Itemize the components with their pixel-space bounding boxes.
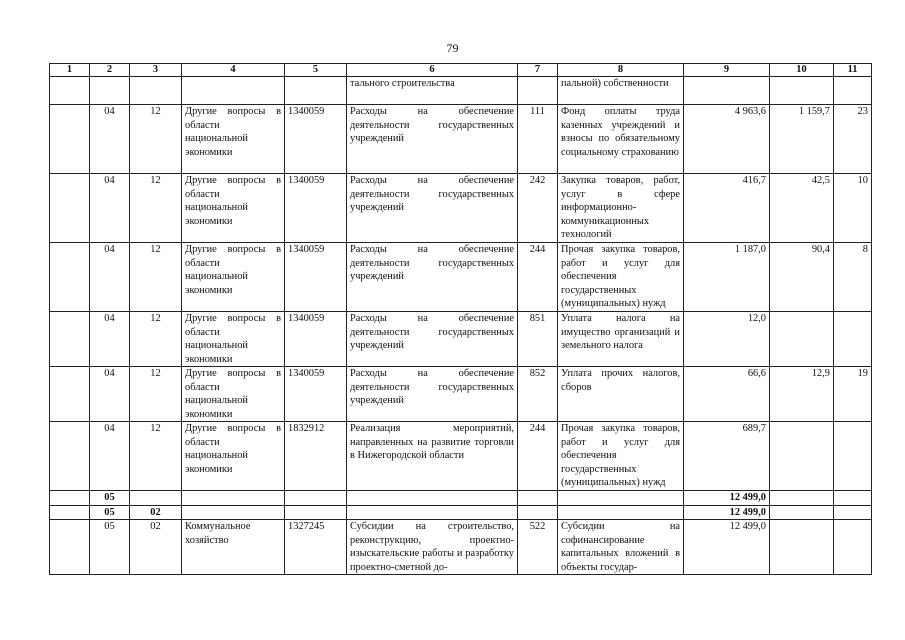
table-row bbox=[50, 312, 872, 367]
header-cell: 2 bbox=[90, 64, 130, 77]
cell-col1 bbox=[50, 520, 90, 575]
cell-subsection: 12 bbox=[130, 422, 182, 491]
header-cell: 6 bbox=[347, 64, 518, 77]
cell-expense-name: Фонд оплаты труда казенных учреждений и взносы по обязательному социальному страхованию bbox=[558, 105, 684, 174]
cell-target-code bbox=[285, 505, 347, 520]
cell-amount: 416,7 bbox=[684, 174, 770, 243]
cell-col1 bbox=[50, 243, 90, 312]
cell-col1 bbox=[50, 367, 90, 422]
cell-section-name: Другие вопросы в области национальной экономики bbox=[182, 105, 285, 174]
cell-expense-name bbox=[558, 491, 684, 506]
cell-section: 04 bbox=[90, 367, 130, 422]
cell-section-name: Другие вопросы в области национальной экономики bbox=[182, 367, 285, 422]
table-row bbox=[50, 174, 872, 243]
cell-executed: 1 159,7 bbox=[770, 105, 834, 174]
cell-subsection bbox=[130, 77, 182, 105]
cell-target-name: Расходы на обеспечение деятельности государственных учреждений bbox=[347, 367, 518, 422]
cell-percent bbox=[834, 520, 872, 575]
cell-target-name: Субсидии на строительство, реконструкцию, проектно-изыскательские работы и разработку проектно-сметной до- bbox=[347, 520, 518, 575]
cell-executed: 90,4 bbox=[770, 243, 834, 312]
cell-amount bbox=[684, 77, 770, 105]
cell-expense-type bbox=[518, 77, 558, 105]
cell-amount: 12 499,0 bbox=[684, 505, 770, 520]
cell-expense-type: 851 bbox=[518, 312, 558, 367]
cell-section bbox=[90, 77, 130, 105]
cell-subsection: 02 bbox=[130, 505, 182, 520]
cell-col1 bbox=[50, 505, 90, 520]
cell-percent: 8 bbox=[834, 243, 872, 312]
cell-target-name: Реализация мероприятий, направленных на развитие торговли в Нижегородской области bbox=[347, 422, 518, 491]
cell-section-name: Другие вопросы в области национальной экономики bbox=[182, 422, 285, 491]
header-cell: 4 bbox=[182, 64, 285, 77]
cell-section: 05 bbox=[90, 520, 130, 575]
table-row bbox=[50, 422, 872, 491]
cell-executed bbox=[770, 491, 834, 506]
header-cell: 1 bbox=[50, 64, 90, 77]
cell-col1 bbox=[50, 312, 90, 367]
cell-amount: 66,6 bbox=[684, 367, 770, 422]
cell-executed bbox=[770, 77, 834, 105]
cell-subsection: 12 bbox=[130, 105, 182, 174]
cell-expense-type: 244 bbox=[518, 422, 558, 491]
cell-target-code: 1340059 bbox=[285, 105, 347, 174]
cell-subsection: 12 bbox=[130, 243, 182, 312]
cell-expense-name: Прочая закупка товаров, работ и услуг для обеспечения государственных (муниципальных) нужд bbox=[558, 243, 684, 312]
header-row bbox=[50, 64, 872, 77]
cell-section: 04 bbox=[90, 312, 130, 367]
cell-amount: 4 963,6 bbox=[684, 105, 770, 174]
cell-target-code: 1832912 bbox=[285, 422, 347, 491]
cell-executed: 12,9 bbox=[770, 367, 834, 422]
cell-subsection bbox=[130, 491, 182, 506]
cell-col1 bbox=[50, 422, 90, 491]
cell-target-code bbox=[285, 77, 347, 105]
budget-table bbox=[49, 63, 872, 575]
cell-target-code bbox=[285, 491, 347, 506]
section-total-row bbox=[50, 491, 872, 506]
page-number: 79 bbox=[446, 41, 459, 55]
cell-expense-name: Уплата налога на имущество организаций и земельного налога bbox=[558, 312, 684, 367]
cell-target-name bbox=[347, 491, 518, 506]
cell-expense-name: пальной) собственности bbox=[558, 77, 684, 105]
cell-subsection: 12 bbox=[130, 174, 182, 243]
cell-target-code: 1327245 bbox=[285, 520, 347, 575]
cell-expense-type: 522 bbox=[518, 520, 558, 575]
cell-col1 bbox=[50, 174, 90, 243]
cell-subsection: 12 bbox=[130, 312, 182, 367]
table-row bbox=[50, 243, 872, 312]
cell-expense-name: Закупка товаров, работ, услуг в сфере информационно-коммуникационных технологий bbox=[558, 174, 684, 243]
cell-target-name: тального строительства bbox=[347, 77, 518, 105]
cell-section: 04 bbox=[90, 105, 130, 174]
cell-section-name: Другие вопросы в области национальной экономики bbox=[182, 312, 285, 367]
subsection-total-row bbox=[50, 505, 872, 520]
cell-section: 05 bbox=[90, 491, 130, 506]
cell-target-name: Расходы на обеспечение деятельности государственных учреждений bbox=[347, 312, 518, 367]
table-row bbox=[50, 367, 872, 422]
cell-target-code: 1340059 bbox=[285, 312, 347, 367]
cell-expense-type: 111 bbox=[518, 105, 558, 174]
cell-section-name: Другие вопросы в области национальной экономики bbox=[182, 243, 285, 312]
cell-percent: 23 bbox=[834, 105, 872, 174]
cell-target-name: Расходы на обеспечение деятельности государственных учреждений bbox=[347, 243, 518, 312]
cell-section-name bbox=[182, 505, 285, 520]
cell-section: 04 bbox=[90, 243, 130, 312]
header-cell: 7 bbox=[518, 64, 558, 77]
cell-col1 bbox=[50, 77, 90, 105]
cell-expense-type: 244 bbox=[518, 243, 558, 312]
cell-percent bbox=[834, 312, 872, 367]
cell-expense-name bbox=[558, 505, 684, 520]
cell-target-name bbox=[347, 505, 518, 520]
cell-subsection: 02 bbox=[130, 520, 182, 575]
cell-percent bbox=[834, 422, 872, 491]
cell-percent bbox=[834, 77, 872, 105]
cell-expense-type bbox=[518, 505, 558, 520]
cell-section: 04 bbox=[90, 422, 130, 491]
cell-executed bbox=[770, 422, 834, 491]
cell-target-code: 1340059 bbox=[285, 367, 347, 422]
cell-expense-type: 242 bbox=[518, 174, 558, 243]
cell-executed bbox=[770, 520, 834, 575]
cell-percent: 19 bbox=[834, 367, 872, 422]
cell-percent bbox=[834, 505, 872, 520]
table-row bbox=[50, 520, 872, 575]
cell-expense-name: Уплата прочих налогов, сборов bbox=[558, 367, 684, 422]
table-row bbox=[50, 77, 872, 105]
cell-target-code: 1340059 bbox=[285, 243, 347, 312]
header-cell: 9 bbox=[684, 64, 770, 77]
cell-percent: 10 bbox=[834, 174, 872, 243]
cell-expense-type: 852 bbox=[518, 367, 558, 422]
cell-expense-name: Субсидии на софинансирование капитальных вложений в объекты государ- bbox=[558, 520, 684, 575]
cell-amount: 12,0 bbox=[684, 312, 770, 367]
cell-section-name bbox=[182, 77, 285, 105]
cell-target-code: 1340059 bbox=[285, 174, 347, 243]
header-cell: 8 bbox=[558, 64, 684, 77]
cell-amount: 12 499,0 bbox=[684, 520, 770, 575]
cell-expense-name: Прочая закупка товаров, работ и услуг для обеспечения государственных (муниципальных) нужд bbox=[558, 422, 684, 491]
cell-section-name: Коммунальное хозяйство bbox=[182, 520, 285, 575]
cell-executed bbox=[770, 312, 834, 367]
cell-expense-type bbox=[518, 491, 558, 506]
cell-col1 bbox=[50, 105, 90, 174]
header-cell: 11 bbox=[834, 64, 872, 77]
cell-target-name: Расходы на обеспечение деятельности государственных учреждений bbox=[347, 105, 518, 174]
header-cell: 10 bbox=[770, 64, 834, 77]
cell-col1 bbox=[50, 491, 90, 506]
cell-section: 04 bbox=[90, 174, 130, 243]
cell-amount: 12 499,0 bbox=[684, 491, 770, 506]
cell-amount: 689,7 bbox=[684, 422, 770, 491]
cell-executed bbox=[770, 505, 834, 520]
cell-section-name: Другие вопросы в области национальной экономики bbox=[182, 174, 285, 243]
cell-target-name: Расходы на обеспечение деятельности государственных учреждений bbox=[347, 174, 518, 243]
table-row bbox=[50, 105, 872, 174]
cell-section: 05 bbox=[90, 505, 130, 520]
cell-subsection: 12 bbox=[130, 367, 182, 422]
cell-percent bbox=[834, 491, 872, 506]
cell-amount: 1 187,0 bbox=[684, 243, 770, 312]
header-cell: 3 bbox=[130, 64, 182, 77]
cell-executed: 42,5 bbox=[770, 174, 834, 243]
header-cell: 5 bbox=[285, 64, 347, 77]
cell-section-name bbox=[182, 491, 285, 506]
